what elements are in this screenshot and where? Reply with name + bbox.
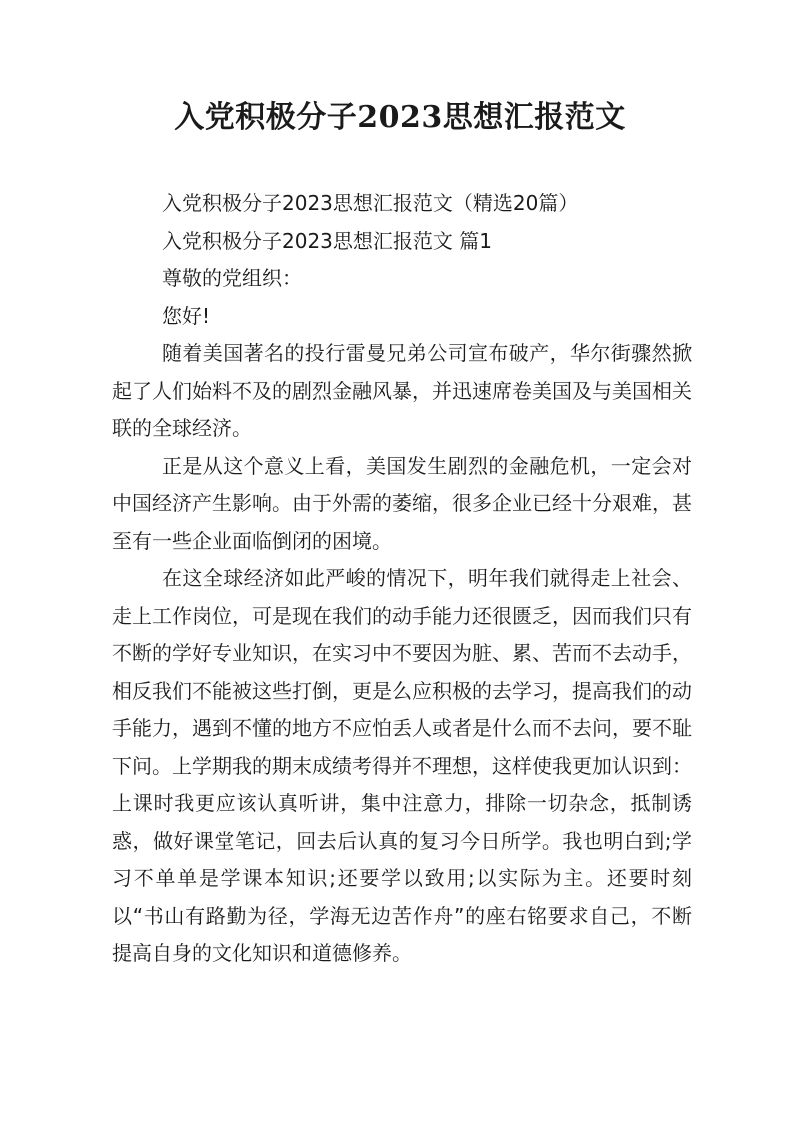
paragraph-section-heading: 入党积极分子2023思想汇报范文 篇1 (162, 228, 492, 253)
document-title: 入党积极分子2023思想汇报范文 (174, 100, 626, 135)
paragraph-body: 正是从这个意义上看，美国发生剧烈的金融危机，一定会对中国经济产生影响。由于外需的萎缩，很多企业已经十分艰难，甚至有一些企业面临倒闭的困境。 (112, 453, 692, 553)
paragraph-body: 在这全球经济如此严峻的情况下，明年我们就得走上社会、走上工作岗位，可是现在我们的动手能力还很匮乏，因而我们只有不断的学好专业知识，在实习中不要因为脏、累、苦而不去动手，相反我们不能被这些打倒，更是么应积极的去学习，提高我们的动手能力，遇到不懂的地方不应怕丢人或者是什么而不去问，要不耻下问。上学期我的期末成绩考得并不理想，这样使我更加认识到：上课时我更应该认真听讲，集中注意力，排除一切杂念，抵制诱惑，做好课堂笔记，回去后认真的复习今日所学。我也明白到;学习不单单是学课本知识;还要学以致用;以实际为主。还要时刻以“书山有路勤为径，学海无边苦作舟”的座右铭要求自己，不断提高自身的文化知识和道德修养。 (112, 566, 692, 965)
paragraph-body: 随着美国著名的投行雷曼兄弟公司宣布破产，华尔街骤然掀起了人们始料不及的剧烈金融风暴，并迅速席卷美国及与美国相关联的全球经济。 (112, 341, 692, 440)
paragraph-greeting: 您好! (162, 303, 211, 328)
paragraph-subtitle: 入党积极分子2023思想汇报范文（精选20篇） (162, 191, 579, 215)
paragraph-salutation: 尊敬的党组织： (162, 266, 302, 290)
document-body (112, 185, 692, 973)
